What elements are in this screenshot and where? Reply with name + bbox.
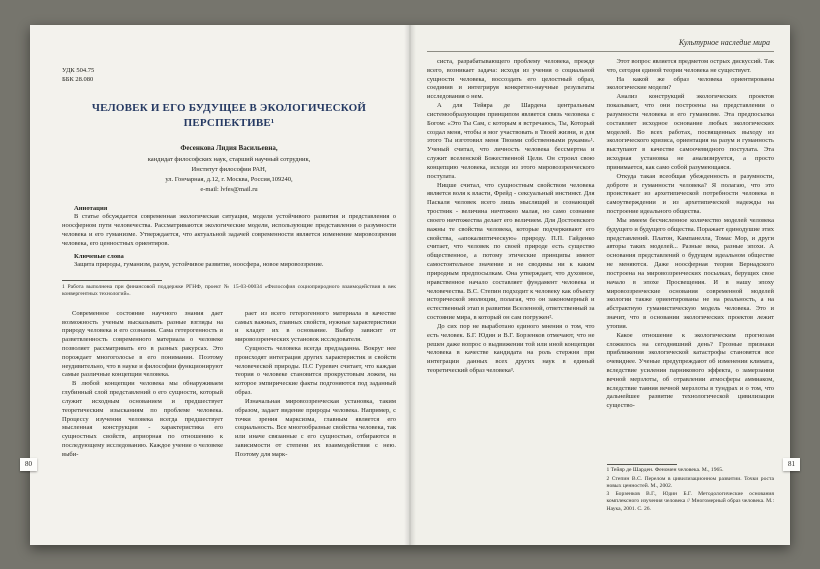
page-81 <box>410 25 790 545</box>
paragraph: На какой же образ человека ориентированы экологические модели? <box>606 75 774 92</box>
paragraph: 1 Тейяр де Шарден. Феномен человека. М., 1965. <box>606 467 724 474</box>
author-block <box>62 144 396 194</box>
references-divider <box>607 464 677 465</box>
references-list <box>607 467 775 513</box>
page-80 <box>30 25 410 545</box>
paragraph: Ницше считал, что сущностным свойством человека является воля к власти, Фрейд - сексуальный инстинкт. Для Паскаля человек всего лишь мыслящий и сознающий тростник - величина ничтожно малая, но само сознание своего ничтожества делает его величием. Для Достоевского важны те свойства человека, которые подчеркивают его свойства, «апокалиптическую» природу. П.П. Гайденко считает, что человек по своей природе есть существо общественное, а потому этические принципы имеют самостоятельное значение и не сводимы ни к каким природным предпосылкам. Она утверждает, что духовное, нравственное начало составляет фундамент человека и человечества. В.С. Степин подходит к человеку как объекту исторической эволюции, полагая, что он закономерный и естественный этап в развитии Вселенной, ответственный за состояние мира, в который он сам погружен². <box>427 181 595 322</box>
keywords-heading: Ключевые слова <box>74 253 124 261</box>
column-1 <box>427 58 595 513</box>
paragraph: Мы имеем бесчисленное количество моделей человека будущего и будущего общества. Поражает единодушие этих представлений. Платон, Кампанелла, Томас Мор, и други авторы таких моделей... Разные века, разные эпохи. А основания представлений о будущем идеальном обществе не меняются. Даже ноосферная теория Вернадского построена на мировоззренческих посылках, берущих свое начало в эпохе Просвещения. И в нашу эпоху мировоззренческие основания современной моделей экологии также ориентированы не на реальность, а на абстрактную гуманистическую модель человека. Это и значит, что в основании экологических проектов лежит утопия. <box>606 216 774 330</box>
page-number-81: 81 <box>783 458 800 471</box>
paragraph: систа, разрабатывающего проблему человека, прежде всего, возникает задача: исходя из учения о социальной сущности человека, воссоздать его целостный образ, соединив и интегрируя конкретно-научные результаты исследования о нем. <box>427 58 595 101</box>
paragraph: кандидат философских наук, старший научный сотрудник, <box>147 156 311 164</box>
funding-footnote: 1 Работа выполнена при финансовой поддержке РГНФ, проект № 15-03-00034 «Философия социоприродного взаимодействия в век конвергентных технологий». <box>62 284 396 298</box>
column-2 <box>607 58 775 513</box>
footnote-divider <box>62 280 162 281</box>
bbk-code: ББК 28.080 <box>62 75 94 83</box>
author-affiliation <box>62 155 396 194</box>
paragraph: 3 Борзенков В.Г., Юдин Б.Г. Методологические основания комплексного изучения человека // Многомерный образ человека. М.: Наука, 2001. С. 26. <box>606 491 774 512</box>
paragraph: До сих пор не выработано единого мнения о том, что есть человек. Б.Г. Юдин и В.Г. Борзенков отмечают, что не решен даже вопрос о выдвижении той или иной концепции человека в качестве кандидата на роль стержня при интеграции данных всех других наук в единый теоретический образ человека³. <box>427 322 595 374</box>
paragraph: рает из всего гетерогенного материала в качестве самых важных, главных свойств, нужные характеристики и кладет их в основание. Выбор зависит от мировоззренческих установок исследователя. <box>235 309 396 344</box>
classification-codes <box>62 67 396 85</box>
paragraph: ул. Гончарная, д.12, г. Москва, Россия,109240, <box>165 175 293 183</box>
paragraph: В любой концепции человека мы обнаруживаем глубинный слой представлений о его сущности, который служит исходным основанием и предшествует теоретическим изысканиям по проблеме человека. Процессу изучения человека всегда предшествует мысленная конструкция - характеристика его сущностных свойств, априорная по отношению к последующему исследованию. Каждое учение о человеке выби- <box>62 380 223 458</box>
paragraph: Сущность человека всегда предзаданна. Вокруг нее происходят интеграция других характеристик и свойств человеческой природы. П.С Гуревич считает, что каждая теория о человеке становится прокрустовым ложем, на которое эмпирические факты подгоняются под заданный образ. <box>235 344 396 397</box>
page-number-80: 80 <box>20 458 37 471</box>
udk-code: УДК 504.75 <box>62 67 95 74</box>
paragraph: Современное состояние научного знания дает возможность ученым высказывать разные взгляды на природу человека и его сознания. Сама гетерогенность и разветвленность современного материала о человеке позволяет рассматривать его в разных ракурсах. Это порождает многоголосье в его понимании. Поэтому неудивительно, что в науке и философии функционируют самые различные концепции человека. <box>62 309 223 379</box>
column-2 <box>235 310 396 478</box>
annotation-heading: Аннотация <box>74 205 108 213</box>
paragraph: Какое отношение к экологическим прогнозам сложилось на сегодняшний день? Грозные признаки приближения экологической катастрофы становятся все очевиднее. Ученые предупреждают об изменении климата, вследствие усиления парникового эффекта, о замерзании вечной мерзлоты, об отравлении атмосферы аммиаком, вследствие таяния вечной мерзлоты в тундрах и о том, что дальнейшее развитие технологической цивилизации существо- <box>606 331 774 410</box>
paragraph: А для Тейяра де Шардена центральным системообразующим принципом является связь человека с Богом: «Это Ты Сам, с которым я встречаюсь, Ты, Который создал меня, чтобы я мог участвовать в Твоей жизни, и для этого Ты изготовил меня Твоими собственными руками»¹. Ученый считал, что личность человека бессмертна и служит вселенской Божественной Цели. Он строил свою концепцию человека, исходя из этого мировоззренческого постулата. <box>427 102 595 180</box>
running-head-rule <box>427 51 774 52</box>
references-block <box>607 458 775 513</box>
paragraph: e-mail: lvfes@mail.ru <box>200 185 258 193</box>
body-columns-page-81 <box>427 58 774 513</box>
column-1 <box>62 310 223 478</box>
article-title: ЧЕЛОВЕК И ЕГО БУДУЩЕЕ В ЭКОЛОГИЧЕСКОЙ ПЕРСПЕКТИВЕ¹ <box>91 101 367 129</box>
column-2-text <box>607 58 775 411</box>
paragraph: Этот вопрос является предметом острых дискуссий. Так что, сегодня единой теории человека не существует. <box>606 58 774 74</box>
keywords-text: Защита природы, гуманизм, разум, устойчивое развитие, ноосфера, новое мировоззрение. <box>74 261 324 269</box>
paragraph: Изначальная мировоззренческая установка, таким образом, задает видение природы человека. Например, с точки зрения марксизма, главным является его социальность. Все многообразные свойства человека, так или иначе связанные с его сущностью, отбираются в зависимости от степени их взаимодействия с нею. Поэтому для марк- <box>235 397 396 458</box>
paragraph: Откуда такая всеобщая убежденность в разумности, доброте и гуманности человека? Я полагаю, что это проистекает из архетипической потребности человека в самоутверждении и из архетипической надежды на построение идеального общества. <box>606 172 774 216</box>
body-columns-page-80 <box>62 310 396 478</box>
author-name: Фесенкова Лидия Васильевна, <box>180 144 278 153</box>
annotation-text: В статье обсуждается современная экологическая ситуация, модели устойчивого развития и представления о ноосферном пути человечества. Рассматриваются экологические модели, использующие представления о разумности человека и его гуманизме. Утверждается, что актуальной задачей современности является изменение мировоззрения человека, его ценностных ориентиров. <box>62 213 396 247</box>
journal-spread <box>25 25 795 545</box>
paragraph: 2 Степин В.С. Перелом в цивилизационном развитии. Точки роста новых ценностей. М., 2002. <box>606 475 774 489</box>
paragraph: Институт философии РАН, <box>191 166 267 174</box>
running-head: Культурное наследие мира <box>678 38 770 47</box>
paragraph: Анализ конструкций экологических проектов показывает, что они построены на представлении о разумности человека и его гуманизме. Эта предпосылка составляет исходное основание любых экологических моделей. Во всех работах, посвященных выходу из экологического кризиса, ориентация на разум и гуманность выступают в качестве самоочевидного постулата. Эта исходная установка не анализируется, а просто принимается, как само собой разумеющаяся. <box>606 93 774 171</box>
